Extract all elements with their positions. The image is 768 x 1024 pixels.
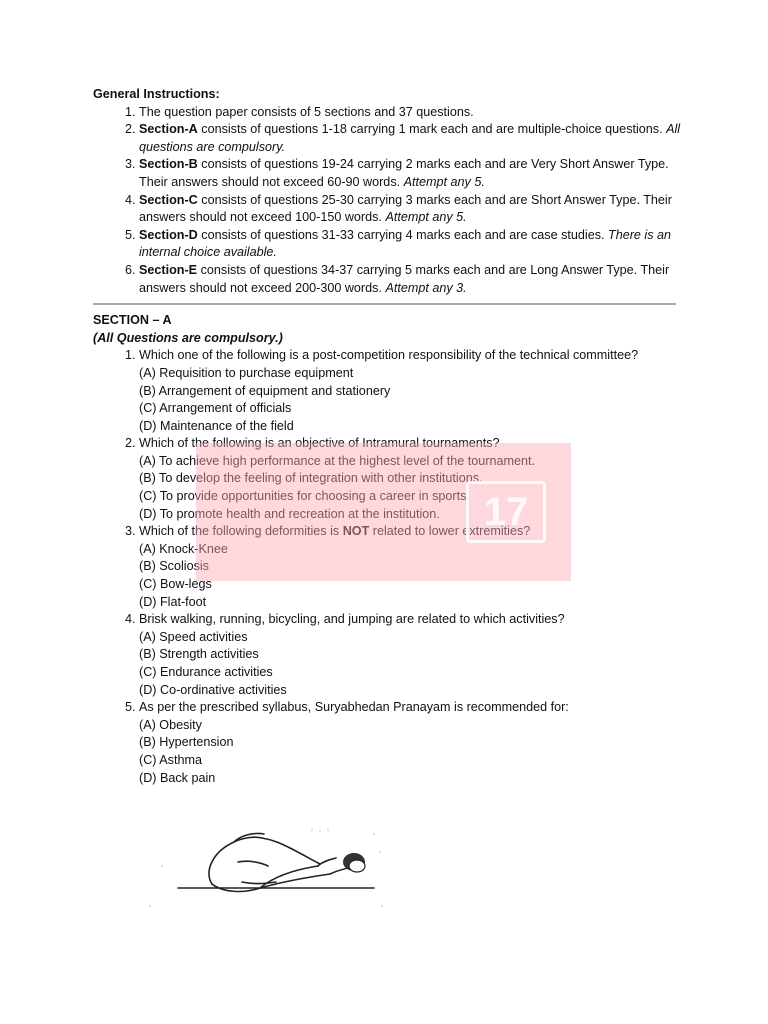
section-subtitle: (All Questions are compulsory.) <box>93 330 283 345</box>
instruction-item: 5. Section-D consists of questions 31-33 carrying 4 marks each and are case studies. There is an internal choice available. <box>139 227 683 262</box>
section-divider <box>93 303 676 305</box>
yoga-pose-illustration <box>142 822 392 912</box>
question-text: Which one of the following is a post-competition responsibility of the technical committee? <box>139 348 639 363</box>
question-item <box>139 699 683 787</box>
option: (D) Co-ordinative activities <box>139 682 287 697</box>
question-item <box>139 435 683 523</box>
question-text: Which of the following is an objective of Intramural tournaments? <box>139 436 500 451</box>
question-text: As per the prescribed syllabus, Suryabhedan Pranayam is recommended for: <box>139 700 569 715</box>
instruction-item: 1. The question paper consists of 5 sections and 37 questions. <box>139 104 683 122</box>
questions-list <box>93 347 683 787</box>
watermark-logo: 17 <box>466 481 546 543</box>
option: (C) Asthma <box>139 752 202 767</box>
option: (D) Back pain <box>139 770 216 785</box>
option: (B) Arrangement of equipment and stationery <box>139 383 391 398</box>
option: (A) Knock-Knee <box>139 541 228 556</box>
option: (A) Speed activities <box>139 629 248 644</box>
option: (D) Flat-foot <box>139 594 207 609</box>
question-paper <box>93 86 683 787</box>
option: (C) Bow-legs <box>139 577 212 592</box>
instruction-item: 4. Section-C consists of questions 25-30 carrying 3 marks each and are Short Answer Type. Their answers should not exceed 100-150 words. Attempt any 5. <box>139 192 683 227</box>
option: (D) To promote health and recreation at the institution. <box>139 506 440 521</box>
option: (A) To achieve high performance at the highest level of the tournament. <box>139 453 536 468</box>
option: (A) Obesity <box>139 717 202 732</box>
option: (B) Strength activities <box>139 647 259 662</box>
option: (C) Arrangement of officials <box>139 401 292 416</box>
option: (B) To develop the feeling of integration with other institutions. <box>139 471 483 486</box>
question-item <box>139 347 683 435</box>
option: (C) Endurance activities <box>139 665 273 679</box>
question-text: Which of the following deformities is NOT related to lower extremities? <box>139 524 531 539</box>
option: (A) Requisition to purchase equipment <box>139 365 354 380</box>
option: (D) Maintenance of the field <box>139 418 294 433</box>
instructions-list <box>93 104 683 298</box>
option: (B) Scoliosis <box>139 559 209 574</box>
question-item <box>139 523 683 611</box>
instruction-item: 3. Section-B consists of questions 19-24 carrying 2 marks each and are Very Short Answer Type. Their answers should not exceed 60-90 words. Attempt any 5. <box>139 156 683 191</box>
option: (C) To provide opportunities for choosing a career in sports. <box>139 489 470 504</box>
section-title: SECTION – A <box>93 313 172 328</box>
instructions-title: General Instructions: <box>93 87 220 101</box>
option: (B) Hypertension <box>139 735 234 750</box>
instruction-item: 6. Section-E consists of questions 34-37 carrying 5 marks each and are Long Answer Type. Their answers should not exceed 200-300 words. Attempt any 3. <box>139 262 683 297</box>
instruction-item: 2. Section-A consists of questions 1-18 carrying 1 mark each and are multiple-choice questions. All questions are compulsory. <box>139 121 683 156</box>
question-text: Brisk walking, running, bicycling, and jumping are related to which activities? <box>139 612 565 627</box>
question-item <box>139 611 683 699</box>
